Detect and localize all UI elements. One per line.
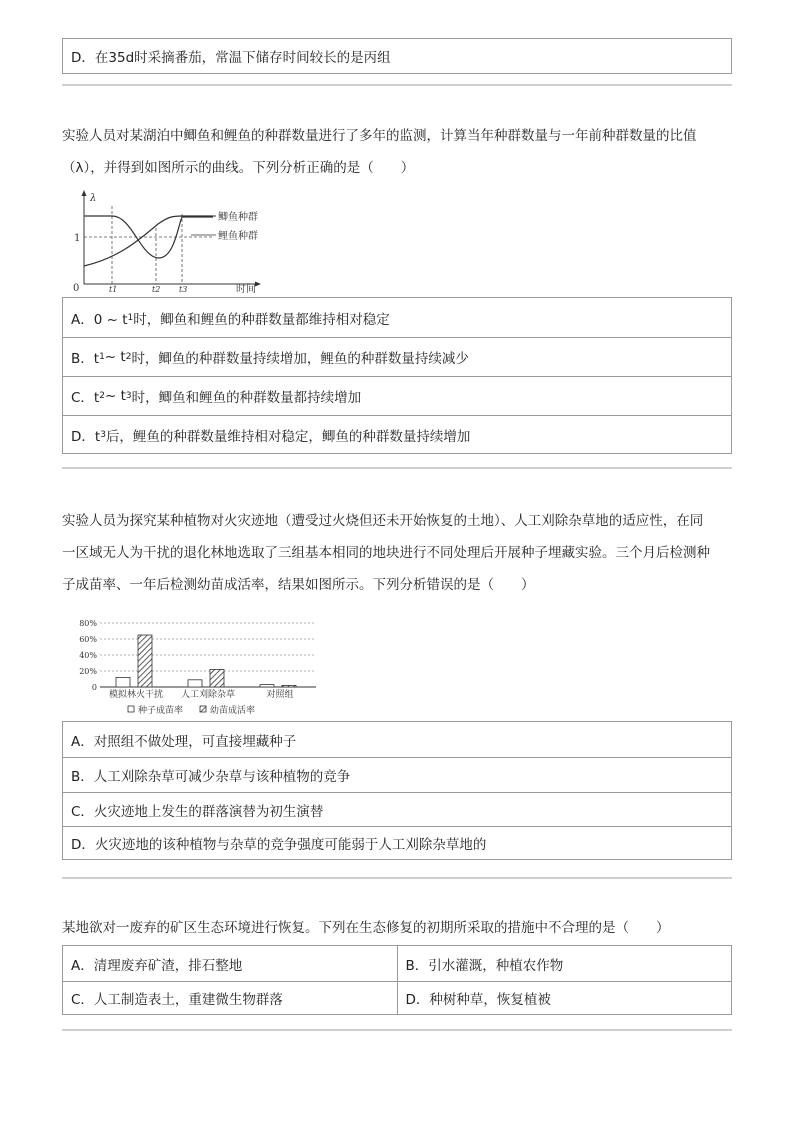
- option-d[interactable]: D．种树种草，恢复植被: [397, 982, 732, 1014]
- q2-stem-line3: 子成苗率、一年后检测幼苗成活率，结果如图所示。下列分析错误的是（ ）: [62, 577, 535, 593]
- option-d-text: D．在35d时采摘番茄，常温下储存时间较长的是丙组: [71, 50, 391, 66]
- option-a[interactable]: A．0 ~ t 1 时，鲫鱼和鲤鱼的种群数量都维持相对稳定: [71, 311, 390, 328]
- question-separator: [62, 467, 732, 469]
- carp-curve: [84, 216, 213, 266]
- q1-stem-line1: 实验人员对某湖泊中鲫鱼和鲤鱼的种群数量进行了多年的监测，计算当年种群数量与一年前种群数量的比值: [62, 128, 697, 144]
- legend-seed-label: 种子成苗率: [138, 706, 184, 716]
- x-tick-t2: t2: [152, 285, 161, 294]
- y-tick-1: 1: [74, 233, 81, 244]
- origin-label: 0: [73, 283, 80, 294]
- y-tick-label: 20%: [79, 667, 97, 676]
- legend-carp: 鲤鱼种群: [218, 231, 258, 242]
- option-c[interactable]: C．人工制造表土，重建微生物群落: [71, 992, 283, 1008]
- q1-lambda-figure: [68, 186, 278, 294]
- question-separator: [62, 1029, 732, 1031]
- q3-stem: [62, 912, 734, 944]
- legend-swatch-seedling: [200, 706, 206, 712]
- y-tick-label: 80%: [79, 619, 97, 628]
- legend-swatch-seed: [128, 706, 134, 712]
- option-a[interactable]: A．对照组不做处理，可直接埋藏种子: [71, 733, 297, 750]
- q1-stem: [62, 120, 734, 184]
- option-b[interactable]: B．t 1 ~ t 2 时，鲫鱼的种群数量持续增加，鲤鱼的种群数量持续减少: [63, 337, 731, 376]
- bar-seedling-rate: [282, 685, 296, 687]
- option-b[interactable]: B．引水灌溉，种植农作物: [397, 946, 732, 981]
- q2-bar-chart: [66, 614, 328, 720]
- bar-seed-rate: [188, 680, 202, 687]
- y-tick-label: 60%: [79, 635, 97, 644]
- bar-seedling-rate: [138, 635, 152, 687]
- x-tick-t3: t3: [179, 285, 188, 294]
- legend-seedling-label: 幼苗成活率: [210, 706, 256, 716]
- question-separator: [62, 877, 732, 879]
- q3-options: [62, 945, 732, 1015]
- crucian-curve: [84, 216, 213, 258]
- y-axis-arrow: [82, 190, 87, 196]
- category-label: 对照组: [266, 690, 294, 700]
- prev-option-box: [62, 38, 732, 74]
- category-label: 模拟林火干扰: [108, 690, 164, 700]
- q2-stem-line1: 实验人员为探究某种植物对火灾迹地（遭受过火烧但还未开始恢复的土地）、人工刈除杂草地的适应性，在同: [62, 513, 704, 529]
- option-c[interactable]: C．火灾迹地上发生的群落演替为初生演替: [63, 792, 731, 826]
- q1-options: [62, 297, 732, 454]
- q3-stem-text: 某地欲对一废弃的矿区生态环境进行恢复。下列在生态修复的初期所采取的措施中不合理的是（ ）: [62, 920, 670, 936]
- x-tick-t1: t1: [109, 285, 118, 294]
- bar-seed-rate: [260, 685, 274, 687]
- legend-crucian: 鲫鱼种群: [218, 212, 258, 223]
- x-axis-label: 时间: [236, 284, 256, 294]
- q2-stem: [62, 505, 734, 601]
- y-axis-label: λ: [90, 193, 97, 204]
- q2-options: [62, 721, 732, 860]
- option-a[interactable]: A．清理废弃矿渣，排石整地: [71, 957, 243, 974]
- option-b[interactable]: B．人工刈除杂草可减少杂草与该种植物的竞争: [63, 757, 731, 792]
- y-tick-label: 0: [91, 683, 97, 692]
- option-d[interactable]: D．t 3 后，鲤鱼的种群数量维持相对稳定，鲫鱼的种群数量持续增加: [63, 415, 731, 453]
- question-separator: [62, 84, 732, 86]
- option-d[interactable]: D．火灾迹地的该种植物与杂草的竞争强度可能弱于人工刈除杂草地的: [63, 826, 731, 859]
- category-label: 人工刈除杂草: [180, 690, 236, 700]
- option-c[interactable]: C．t 2 ~ t 3 时，鲫鱼和鲤鱼的种群数量都持续增加: [63, 376, 731, 415]
- y-tick-label: 40%: [79, 651, 97, 660]
- chart-legend: [128, 704, 255, 716]
- bar-seed-rate: [116, 677, 130, 687]
- q1-stem-line2: （λ），并得到如图所示的曲线。下列分析正确的是（ ）: [62, 160, 415, 176]
- bar-seedling-rate: [210, 669, 224, 687]
- q2-stem-line2: 一区域无人为干扰的退化林地选取了三组基本相同的地块进行不同处理后开展种子埋藏实验。三个月后检测种: [62, 545, 710, 561]
- q3-options-row-2: [63, 981, 731, 1014]
- option-d[interactable]: [63, 39, 731, 73]
- q3-options-row-1: [63, 946, 731, 981]
